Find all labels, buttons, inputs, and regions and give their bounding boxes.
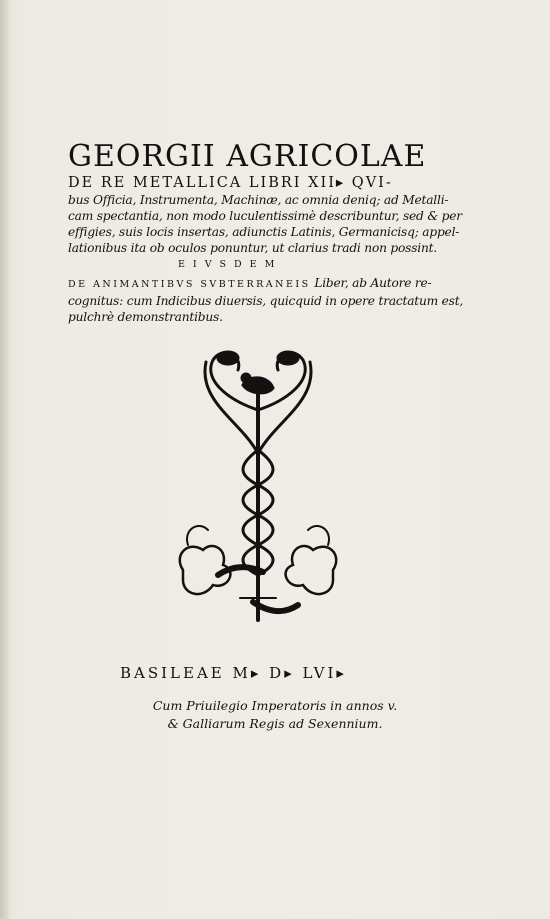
appendix-title: DE ANIMANTIBVS SVBTERRANEIS bbox=[68, 279, 311, 290]
privilege-line: Cum Priuilegio Imperatoris in annos v. bbox=[152, 698, 398, 713]
description bbox=[68, 192, 468, 256]
description-line: cam spectantia, non modo luculentissimè describuntur, sed & per bbox=[68, 209, 462, 223]
privilege-line: & Galliarum Regis ad Sexennium. bbox=[167, 716, 383, 731]
page-gutter bbox=[0, 0, 10, 919]
eiusdem-heading: EIVSDEM bbox=[178, 259, 283, 270]
appendix-line: Liber, ab Autore re- bbox=[310, 276, 432, 290]
description-line: lationibus ita ob oculos ponuntur, ut clarius tradi non possint. bbox=[68, 241, 437, 255]
description-line: effigies, suis locis insertas, adiunctis Latinis, Germanicisq; appel- bbox=[68, 225, 460, 239]
appendix-line: cognitus: cum Indicibus diuersis, quicquid in opere tractatum est, bbox=[68, 294, 464, 308]
imprint: BASILEAE M▸ D▸ LVI▸ bbox=[120, 664, 347, 682]
description-line: bus Officia, Instrumenta, Machinæ, ac omnia deniq; ad Metalli- bbox=[68, 193, 449, 207]
author-name: GEORGII AGRICOLAE bbox=[68, 139, 427, 174]
appendix-description bbox=[68, 275, 468, 325]
work-title: DE RE METALLICA LIBRI XII▸ QVI- bbox=[68, 175, 393, 191]
appendix-line: pulchrè demonstrantibus. bbox=[68, 310, 223, 324]
caduceus-device-icon bbox=[168, 340, 348, 640]
